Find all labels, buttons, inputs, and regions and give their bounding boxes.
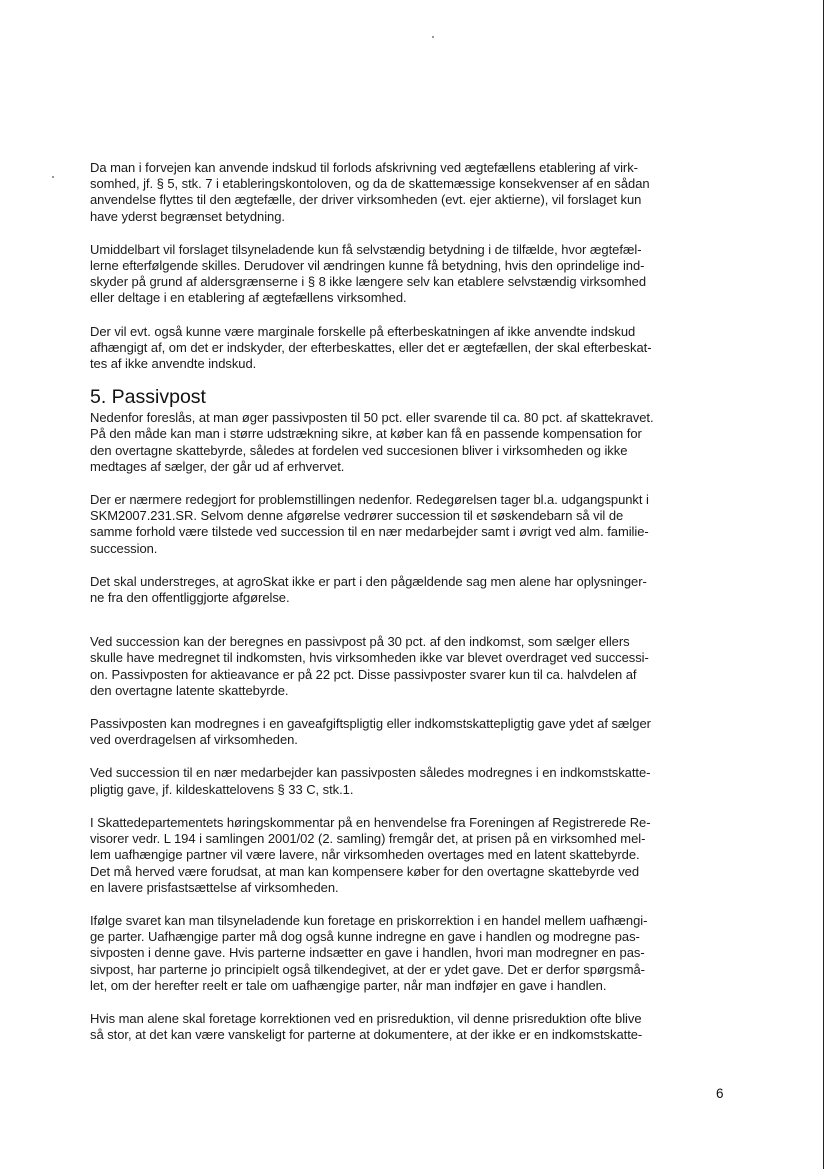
paragraph: Passivposten kan modregnes i en gaveafgiftspligtig eller indkomstskattepligtig gave ydet af sælger ved overdragelsen af virksomheden. [90,716,651,748]
paragraph: Umiddelbart vil forslaget tilsyneladende kun få selvstændig betydning i de tilfælde, hvor ægtefæl- lerne efterfølgende skilles. Derudover vil ændringen kunne få betydning, hvis den oprindelige ind- skyder på grund af aldersgrænserne i § 8 ikke længere selv kan etablere selvstændig virksomhed eller deltage i en etablering af ægtefællens virksomhed. [90,241,647,306]
paragraph: Da man i forvejen kan anvende indskud til forlods afskrivning ved ægtefællens etablering af virk- somhed, jf. § 5, stk. 7 i etableringskontoloven, og da de skattemæssige konsekvenser af en sådan anvendelse flyttes til den ægtefælle, der driver virksomheden (evt. ejer aktierne), vil forslaget kun have yderst begrænset betydning. [90,160,650,224]
section-heading: 5. Passivpost [90,386,206,409]
paragraph: Ved succession kan der beregnes en passivpost på 30 pct. af den indkomst, som sælger ellers skulle have medregnet til indkomsten, hvis virksomheden ikke var blevet overdraget ved successi- on. Passivposten for aktieavance er på 22 pct. Disse passivposter svarer kun til ca. halvdelen af den overtagne latente skattebyrde. [90,634,649,698]
paragraph: Hvis man alene skal foretage korrektionen ved en prisreduktion, vil denne prisreduktion ofte blive så stor, at det kan være vanskeligt for parterne at dokumentere, at der ikke er en indkomstskatte- [90,1010,643,1043]
paragraph: Det skal understreges, at agroSkat ikke er part i den pågældende sag men alene har oplysninger- ne fra den offentliggjorte afgørelse. [90,573,647,606]
paragraph: Nedenfor foreslås, at man øger passivposten til 50 pct. eller svarende til ca. 80 pct. af skattekravet. På den måde kan man i større udstrækning sikre, at køber kan få en passende kompensation for den overtagne skattebyrde, således at fordelen ved succesionen bliver i virksomheden og ikke medtages af sælger, der går ud af erhvervet. [90,410,654,474]
document-body [90,160,728,1060]
scan-speck [432,36,434,38]
paragraph: Der er nærmere redegjort for problemstillingen nedenfor. Redegørelsen tager bl.a. udgangspunkt i SKM2007.231.SR. Selvom denne afgørelse vedrører succession til et søskendebarn så vil de samme forhold være tilstede ved succession til en nær medarbejder samt i øvrigt ved alm. familie- succession. [90,492,649,556]
page-number: 6 [716,1086,724,1101]
paragraph: Ved succession til en nær medarbejder kan passivposten således modregnes i en indkomstskatte- pligtig gave, jf. kildeskattelovens § 33 C, stk.1. [90,765,651,797]
paragraph: Ifølge svaret kan man tilsyneladende kun foretage en priskorrektion i en handel mellem uafhængi- ge parter. Uafhængige parter må dog også kunne indregne en gave i handlen og modregne pas- sivposten i denne gave. Hvis parterne indsætter en gave i handlen, hvori man modregner en pas- sivpost, har parterne jo principielt også tilkendegivet, at der er ydet gave. Det er derfor spørgsmå- let, om der herefter reelt er tale om uafhængige parter, når man indføjer en gave i handlen. [90,912,648,993]
scan-speck [52,176,54,178]
paragraph: I Skattedepartementets høringskommentar på en henvendelse fra Foreningen af Registrerede Re- visorer vedr. L 194 i samlingen 2001/02 (2. samling) fremgår det, at prisen på en virksomhed mel- lem uafhængige partner vil være lavere, når virksomheden overtages med en latent skattebyrde. Det må herved være forudsat, at man kan kompensere køber for den overtagne skattebyrde ved en lavere prisfastsættelse af virksomheden. [90,814,651,895]
paragraph: Der vil evt. også kunne være marginale forskelle på efterbeskatningen af ikke anvendte indskud afhængigt af, om det er indskyder, der efterbeskattes, eller det er ægtefællen, der skal efterbeskat- tes af ikke anvendte indskud. [90,323,652,372]
